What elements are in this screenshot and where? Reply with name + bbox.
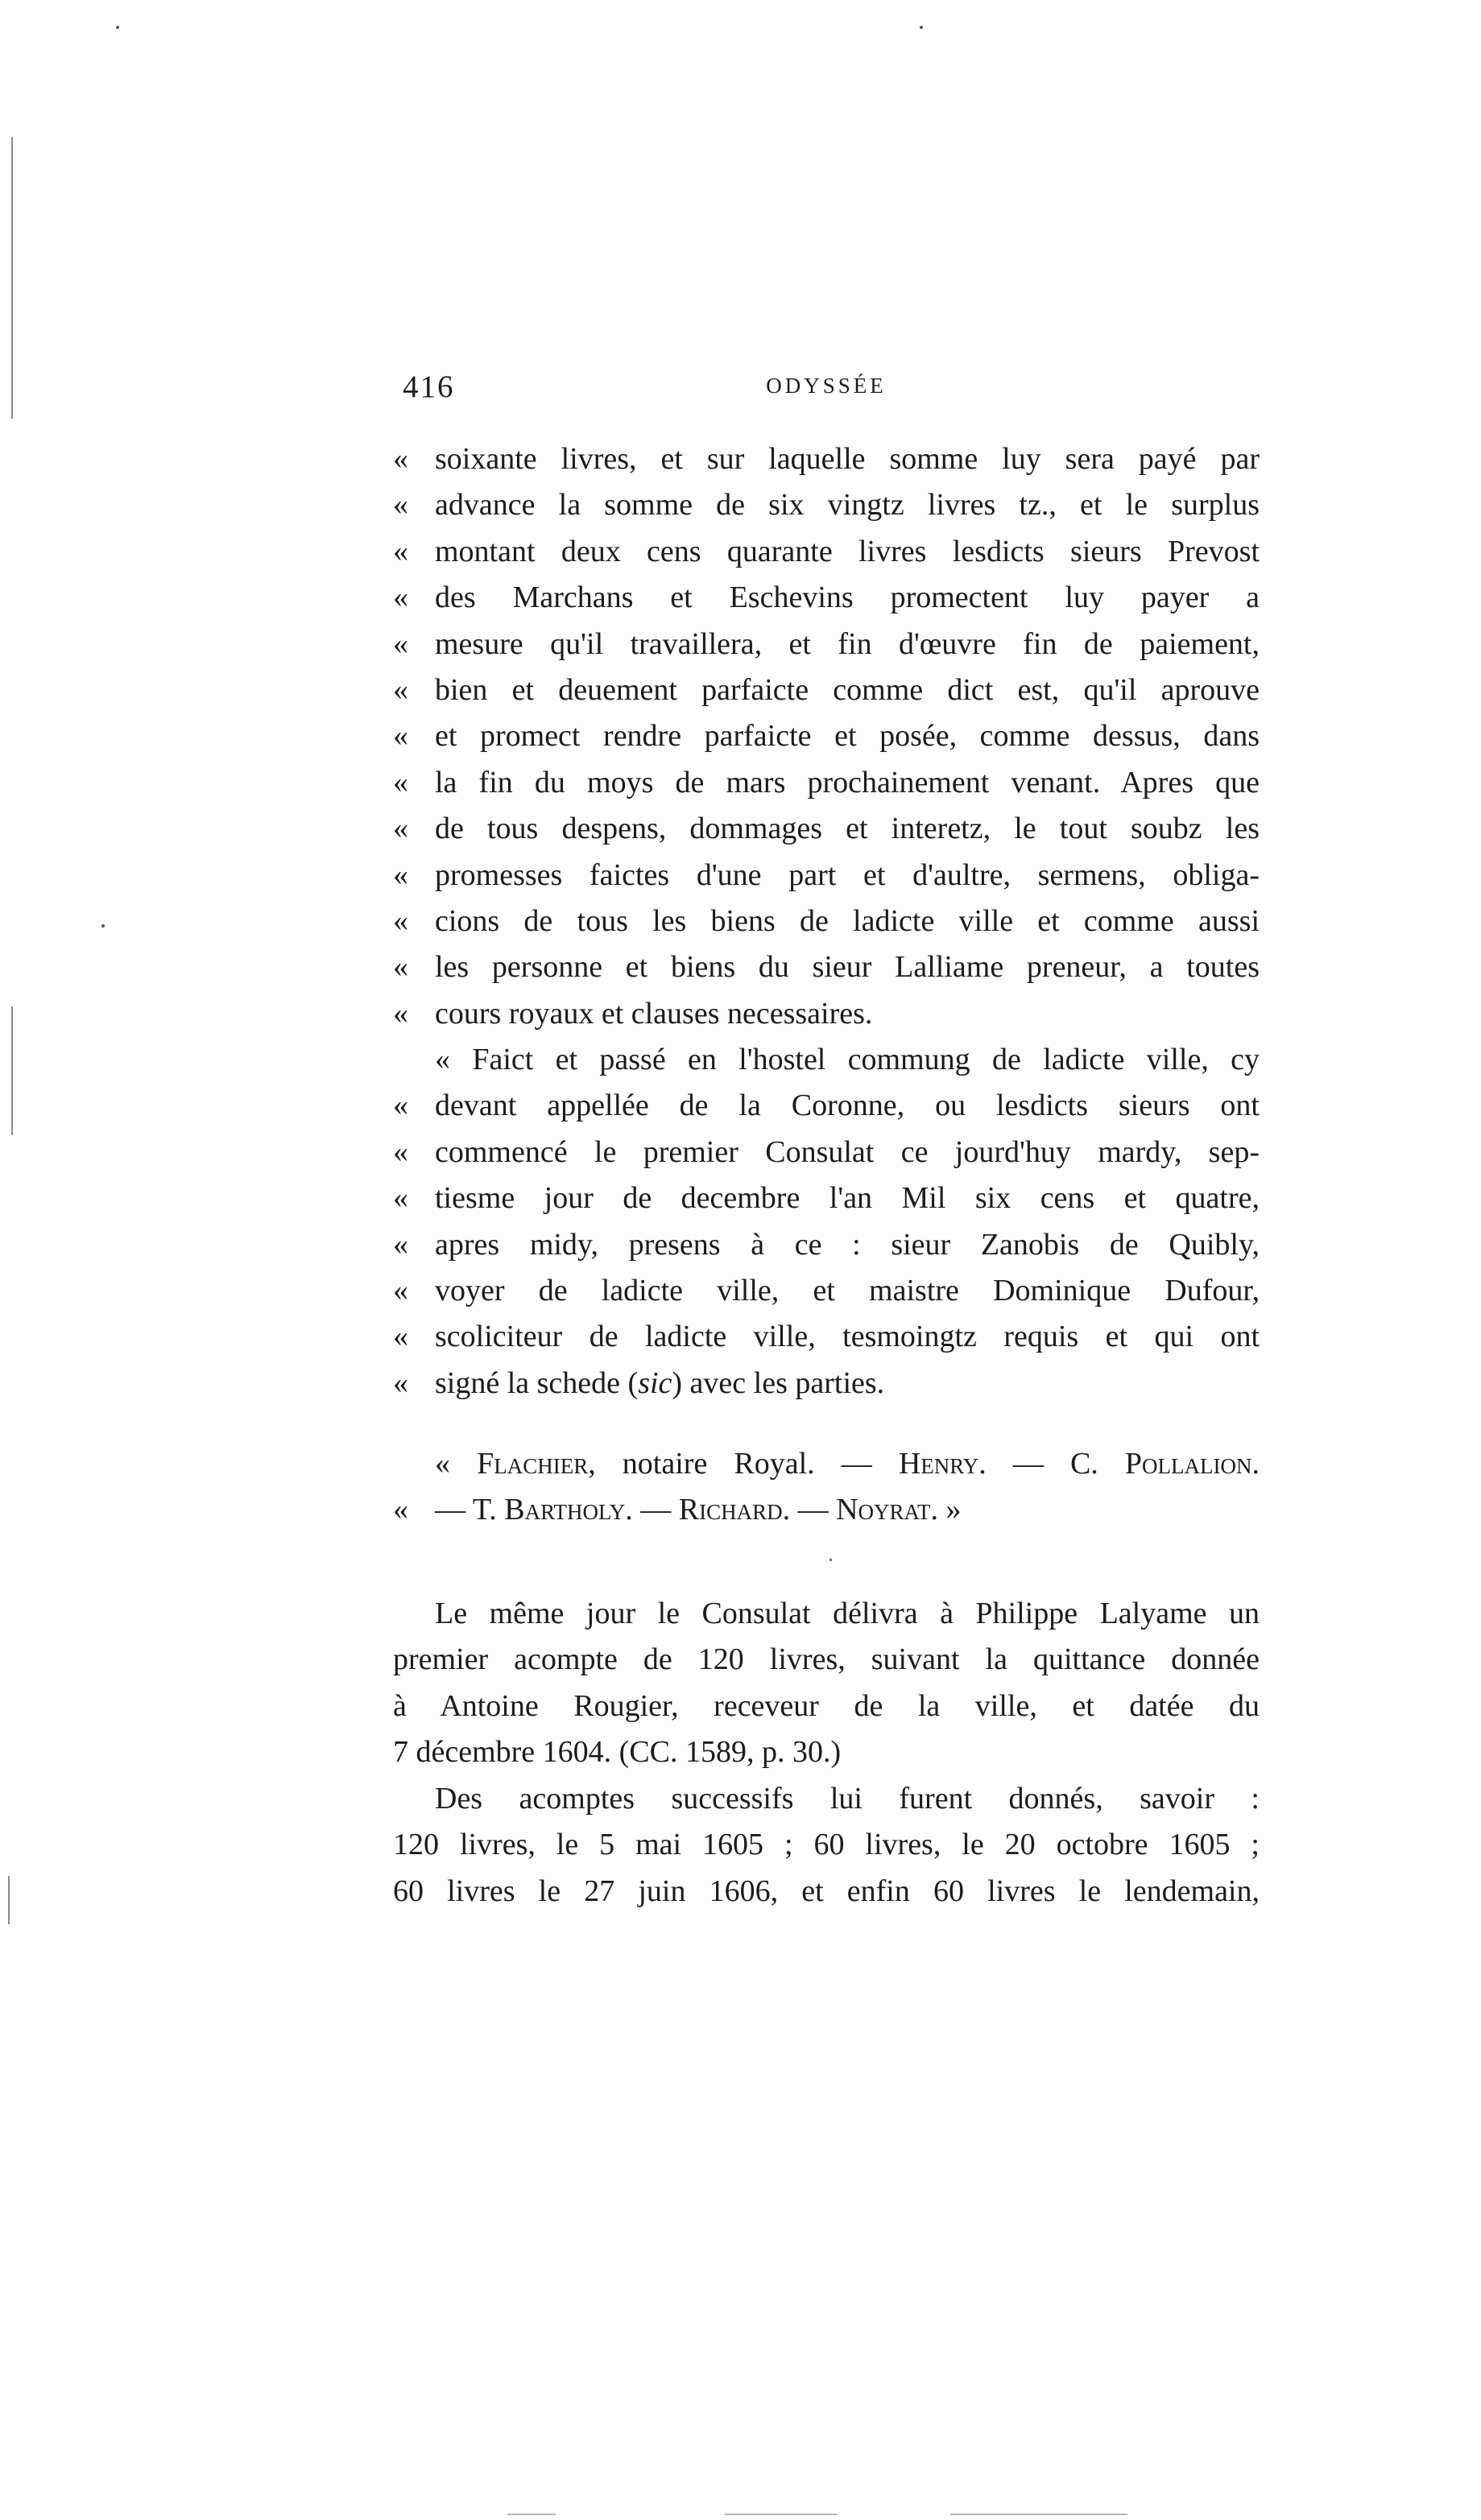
quote-mark: « [393, 1320, 408, 1354]
signature-line: « Flachier, notaire Royal. — Henry. — C. Pollalion. [435, 1447, 1260, 1481]
narrative-paragraph-2 [393, 1776, 1260, 1915]
text-line: « tiesme jour de decembre l'an Mil six cens et quatre, [393, 1175, 1260, 1221]
text-line: « et promect rendre parfaicte et posée, comme dessus, dans [393, 713, 1260, 759]
quote-mark: « [393, 1493, 408, 1527]
quote-mark: « [393, 903, 408, 938]
running-title: ODYSSÉE [766, 374, 887, 398]
scan-edge-line [11, 137, 13, 419]
scan-speck [920, 26, 923, 29]
text-line: « les personne et biens du sieur Lalliame preneur, a toutes [393, 944, 1260, 990]
quote-mark: « [393, 1134, 408, 1169]
scan-speck [829, 1559, 832, 1561]
scan-speck [101, 924, 105, 927]
quote-mark: « [393, 442, 408, 476]
text-line: « cions de tous les biens de ladicte ville et comme aussi [393, 899, 1260, 944]
text-line: « montant deux cens quarante livres lesdicts sieurs Prevost [393, 529, 1260, 575]
scan-edge-line [8, 1876, 10, 1924]
text-line: « des Marchans et Eschevins promectent luy payer a [393, 575, 1260, 621]
text-line: « soixante livres, et sur laquelle somme luy sera payé par [393, 436, 1260, 482]
text-line: 7 décembre 1604. (CC. 1589, p. 30.) [393, 1735, 842, 1770]
text-line: « cours royaux et clauses necessaires. [393, 991, 1260, 1037]
text-line: 60 livres le 27 juin 1606, et enfin 60 livres le lendemain, [393, 1873, 1260, 1908]
text-line: Des acomptes successifs lui furent donnés, savoir : [435, 1782, 1260, 1816]
quote-mark: « [393, 765, 408, 799]
text-line: « scoliciteur de ladicte ville, tesmoingtz requis et qui ont [393, 1314, 1260, 1360]
page-header [393, 369, 1260, 409]
text-line: « devant appellée de la Coronne, ou lesdicts sieurs ont [393, 1083, 1260, 1129]
text-line: « voyer de ladicte ville, et maistre Dominique Dufour, [393, 1268, 1260, 1314]
text-line: « la fin du moys de mars prochainement venant. Apres que [393, 760, 1260, 806]
quote-mark: « [393, 812, 408, 846]
quote-mark: « [393, 488, 408, 523]
quote-mark: « [393, 857, 408, 892]
quote-mark: « [393, 996, 408, 1031]
signatures-block [393, 1441, 1260, 1534]
text-line: « apres midy, presens à ce : sieur Zanobis de Quibly, [393, 1222, 1260, 1268]
text-line: Le même jour le Consulat délivra à Philippe Lalyame un [435, 1597, 1260, 1630]
quote-mark: « [393, 719, 408, 754]
text-line: « Faict et passé en l'hostel commung de ladicte ville, cy [435, 1043, 1260, 1077]
contract-quotation [393, 436, 1260, 1407]
quote-mark: « [393, 580, 408, 615]
quote-mark: « [393, 1089, 408, 1123]
scan-bottom-rule [725, 2514, 838, 2515]
text-line: « signé la schede (sic) avec les parties. [393, 1361, 1260, 1407]
sic-italic: sic [638, 1365, 672, 1400]
text-line: « de tous despens, dommages et interetz, le tout soubz les [393, 806, 1260, 852]
text-line: « mesure qu'il travaillera, et fin d'œuvre fin de paiement, [393, 622, 1260, 667]
quote-mark: « [393, 1274, 408, 1308]
scan-bottom-rule [950, 2514, 1127, 2515]
text-line: à Antoine Rougier, receveur de la ville, et datée du [393, 1688, 1260, 1723]
text-line: 120 livres, le 5 mai 1605 ; 60 livres, le 20 octobre 1605 ; [393, 1828, 1260, 1862]
quote-mark: « [393, 626, 408, 661]
text-line: premier acompte de 120 livres, suivant la quittance donnée [393, 1642, 1260, 1677]
page-number: 416 [403, 370, 455, 404]
narrative-paragraph-1 [393, 1591, 1260, 1776]
scan-bottom-rule [507, 2514, 556, 2515]
quote-mark: « [393, 1181, 408, 1216]
close-quote-mark: » [945, 1493, 962, 1527]
scan-edge-line [11, 1006, 13, 1135]
quote-mark: « [393, 1365, 408, 1400]
text-line: « promesses faictes d'une part et d'aultre, sermens, obliga- [393, 853, 1260, 899]
quote-mark: « [393, 950, 408, 985]
scan-speck [116, 26, 119, 29]
text-line: « advance la somme de six vingtz livres tz., et le surplus [393, 482, 1260, 528]
quote-mark: « [393, 534, 408, 568]
signature-line: « — T. Bartholy. — Richard. — Noyrat. » [393, 1487, 1260, 1533]
text-line: « commencé le premier Consulat ce jourd'huy mardy, sep- [393, 1130, 1260, 1175]
quote-mark: « [393, 672, 408, 707]
quote-mark: « [435, 1043, 450, 1077]
quote-mark: « [393, 1227, 408, 1262]
quote-mark: « [435, 1447, 450, 1481]
text-line: « bien et deuement parfaicte comme dict est, qu'il aprouve [393, 667, 1260, 713]
